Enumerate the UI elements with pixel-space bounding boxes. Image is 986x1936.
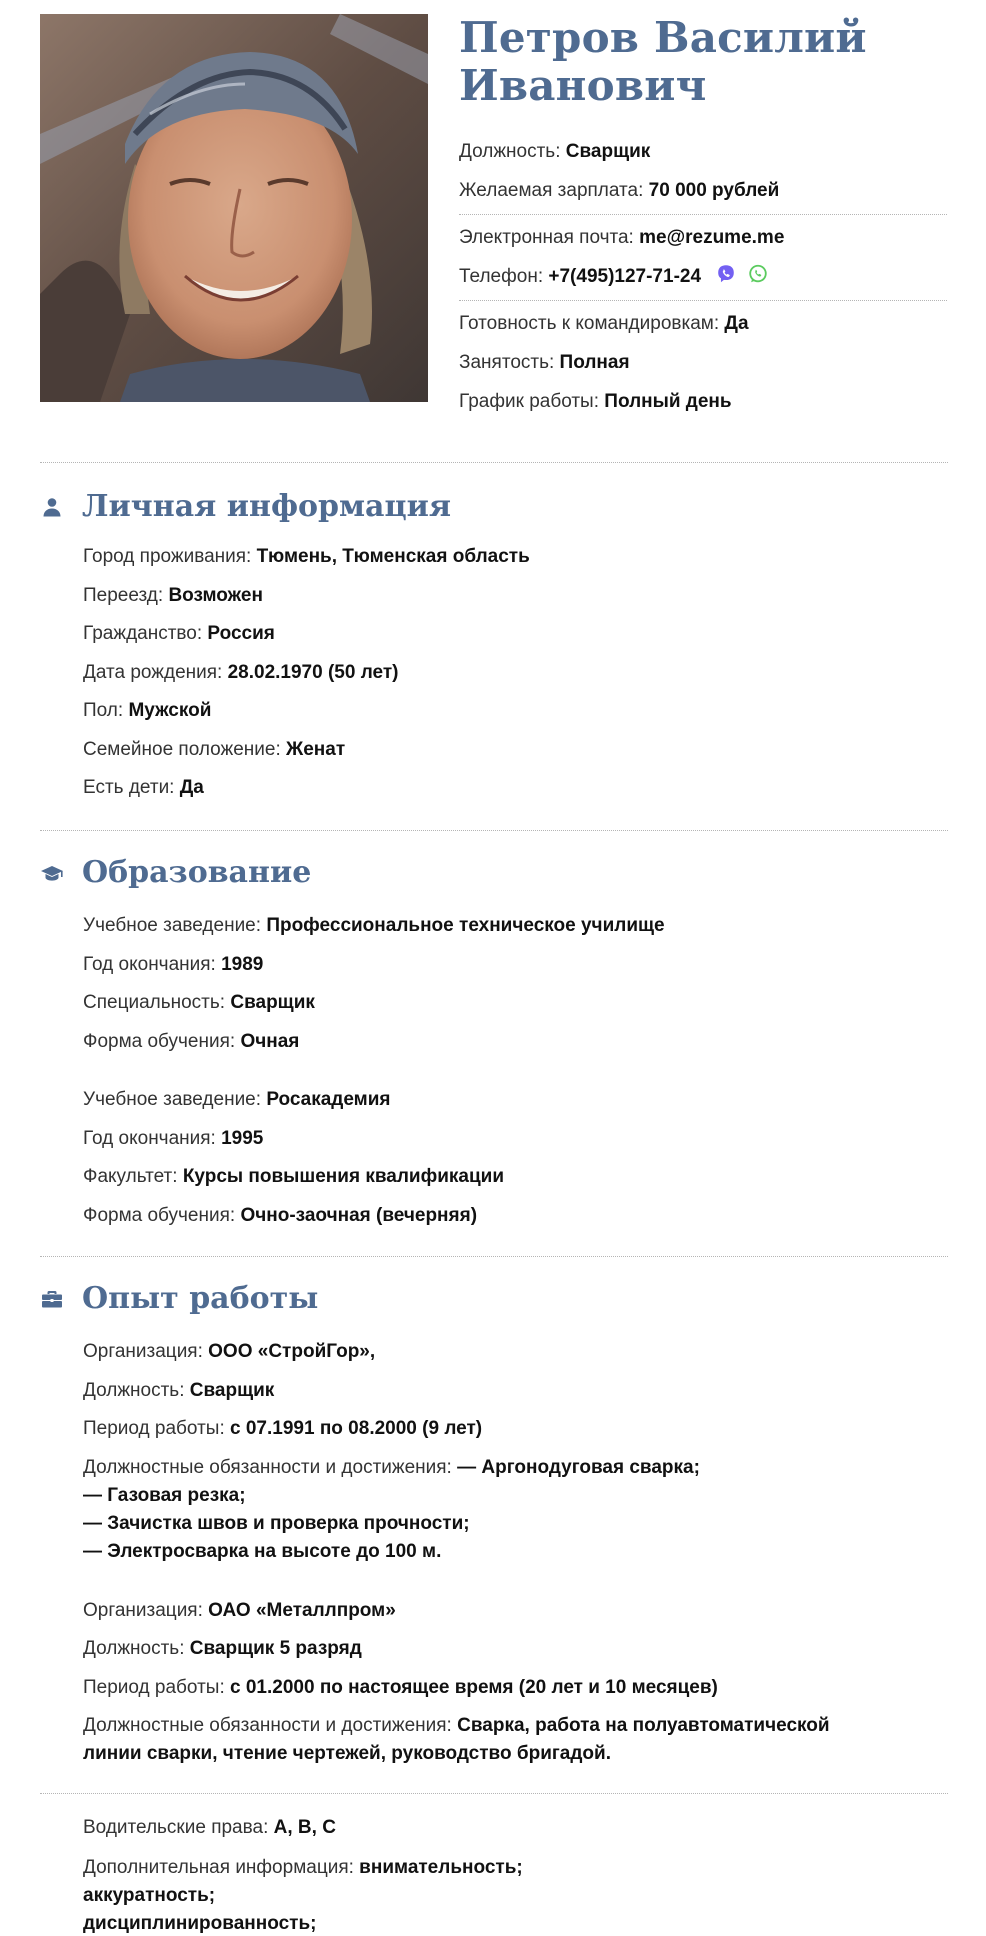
marital-value: Женат (286, 738, 346, 760)
org-value: ООО «СтройГор», (208, 1341, 376, 1362)
section-title-personal: Личная информация (82, 489, 452, 524)
phone-value[interactable]: +7(495)127-71-24 (548, 266, 702, 287)
duty-line: — Газовая резка; (83, 1484, 246, 1506)
info-row (83, 1120, 948, 1159)
email-row (459, 218, 947, 257)
birthdate-label: Дата рождения: (83, 661, 223, 683)
salary-row (459, 171, 947, 210)
section-divider (40, 1793, 948, 1794)
info-row (83, 946, 948, 985)
duty-line: — Зачистка швов и проверка прочности; (83, 1512, 470, 1534)
header-divider (459, 214, 947, 215)
grad-year-value: 1995 (221, 1127, 264, 1149)
period-label: Период работы: (83, 1676, 225, 1698)
info-row (83, 577, 948, 616)
info-row (83, 1158, 948, 1197)
info-row (83, 1023, 948, 1062)
marital-label: Семейное положение: (83, 738, 281, 760)
email-label: Электронная почта: (459, 227, 634, 248)
viber-icon[interactable] (715, 263, 737, 285)
info-row (83, 1630, 948, 1669)
info-row (83, 615, 948, 654)
info-row (83, 1333, 948, 1372)
info-row (83, 907, 948, 946)
grad-year-value: 1989 (221, 953, 264, 975)
job-position-label: Должность: (83, 1379, 185, 1401)
study-form-label: Форма обучения: (83, 1204, 236, 1226)
info-row (83, 1809, 948, 1848)
job-position-label: Должность: (83, 1638, 185, 1659)
duties-label: Должностные обязанности и достижения: (83, 1715, 452, 1736)
gender-value: Мужской (128, 700, 212, 721)
personal-section (40, 481, 948, 808)
section-divider (40, 1256, 948, 1257)
job-position-value: Сварщик (189, 1379, 275, 1401)
graduation-cap-icon (40, 861, 64, 885)
duty-line: — Аргонодуговая сварка; (457, 1456, 700, 1478)
info-row (83, 984, 948, 1023)
info-row (83, 769, 948, 808)
schedule-value: Полный день (604, 391, 732, 412)
trips-row (459, 304, 947, 343)
info-row (83, 1197, 948, 1236)
extra-line: дисциплинированность; (83, 1912, 317, 1934)
header-divider (459, 300, 947, 301)
education-section (40, 847, 948, 1235)
citizenship-label: Гражданство: (83, 623, 203, 644)
license-value: A, B, C (273, 1817, 336, 1838)
schedule-label: График работы: (459, 391, 599, 412)
study-form-label: Форма обучения: (83, 1030, 236, 1052)
relocation-label: Переезд: (83, 584, 164, 606)
institution-label: Учебное заведение: (83, 1089, 262, 1110)
children-value: Да (179, 777, 204, 798)
schedule-row (459, 382, 947, 421)
study-form-value: Очная (240, 1030, 300, 1052)
header-info (459, 14, 947, 421)
citizenship-value: Россия (207, 623, 275, 644)
org-label: Организация: (83, 1341, 203, 1362)
whatsapp-icon[interactable] (747, 263, 769, 285)
extra-line: внимательность; (359, 1856, 523, 1878)
faculty-value: Курсы повышения квалификации (182, 1166, 504, 1187)
info-row (83, 1669, 948, 1708)
employment-row (459, 343, 947, 382)
institution-value: Росакадемия (266, 1089, 391, 1110)
name-line-2: Иванович (459, 61, 707, 110)
employment-label: Занятость: (459, 352, 555, 373)
employment-value: Полная (559, 352, 630, 373)
org-value: ОАО «Металлпром» (208, 1599, 396, 1621)
license-label: Водительские права: (83, 1817, 269, 1838)
info-row (83, 1410, 948, 1449)
name-line-1: Петров Василий (459, 13, 867, 62)
position-label: Должность: (459, 141, 561, 162)
extra-label: Дополнительная информация: (83, 1856, 354, 1878)
children-label: Есть дети: (83, 777, 175, 798)
profile-photo (40, 14, 428, 402)
faculty-label: Факультет: (83, 1166, 178, 1187)
period-value: с 07.1991 по 08.2000 (9 лет) (230, 1418, 483, 1439)
duties-label: Должностные обязанности и достижения: (83, 1456, 452, 1478)
extra-info-block (83, 1848, 948, 1936)
duties-block (83, 1449, 948, 1572)
grad-year-label: Год окончания: (83, 953, 216, 975)
info-row (83, 1592, 948, 1631)
user-icon (40, 495, 64, 519)
briefcase-icon (40, 1287, 64, 1311)
city-label: Город проживания: (83, 546, 252, 567)
info-row (83, 1372, 948, 1411)
institution-label: Учебное заведение: (83, 915, 262, 936)
position-row (459, 132, 947, 171)
info-row (83, 1081, 948, 1120)
duty-line: — Электросварка на высоте до 100 м. (83, 1540, 442, 1562)
period-value: с 01.2000 по настоящее время (20 лет и 10 месяцев) (230, 1676, 718, 1698)
institution-value: Профессиональное техническое училище (266, 915, 665, 936)
salary-label: Желаемая зарплата: (459, 180, 644, 201)
city-value: Тюмень, Тюменская область (256, 546, 530, 567)
info-row (83, 692, 948, 731)
section-title-education: Образование (82, 855, 312, 890)
birthdate-value: 28.02.1970 (50 лет) (227, 661, 399, 683)
gender-label: Пол: (83, 700, 124, 721)
duty-line: линии сварки, чтение чертежей, руководство бригадой. (83, 1743, 611, 1764)
relocation-value: Возможен (168, 584, 263, 606)
phone-row (459, 257, 947, 296)
email-value[interactable]: me@rezume.me (639, 227, 785, 248)
person-name (459, 14, 947, 110)
trips-label: Готовность к командировкам: (459, 313, 720, 334)
duty-line: Сварка, работа на полуавтоматической (457, 1715, 830, 1736)
position-value: Сварщик (565, 141, 651, 162)
experience-section (40, 1273, 948, 1774)
info-row (83, 538, 948, 577)
period-label: Период работы: (83, 1418, 225, 1439)
specialty-label: Специальность: (83, 992, 226, 1013)
org-label: Организация: (83, 1599, 203, 1621)
info-row (83, 731, 948, 770)
section-title-experience: Опыт работы (82, 1281, 319, 1316)
specialty-value: Сварщик (230, 992, 315, 1013)
additional-section (40, 1809, 948, 1936)
salary-value: 70 000 рублей (648, 180, 780, 201)
section-divider (40, 462, 948, 463)
trips-value: Да (724, 313, 749, 334)
study-form-value: Очно-заочная (вечерняя) (240, 1204, 478, 1226)
duties-block (83, 1707, 948, 1774)
phone-label: Телефон: (459, 266, 544, 287)
info-row (83, 654, 948, 693)
section-divider (40, 830, 948, 831)
grad-year-label: Год окончания: (83, 1127, 216, 1149)
extra-line: аккуратность; (83, 1884, 216, 1906)
job-position-value: Сварщик 5 разряд (189, 1638, 362, 1659)
